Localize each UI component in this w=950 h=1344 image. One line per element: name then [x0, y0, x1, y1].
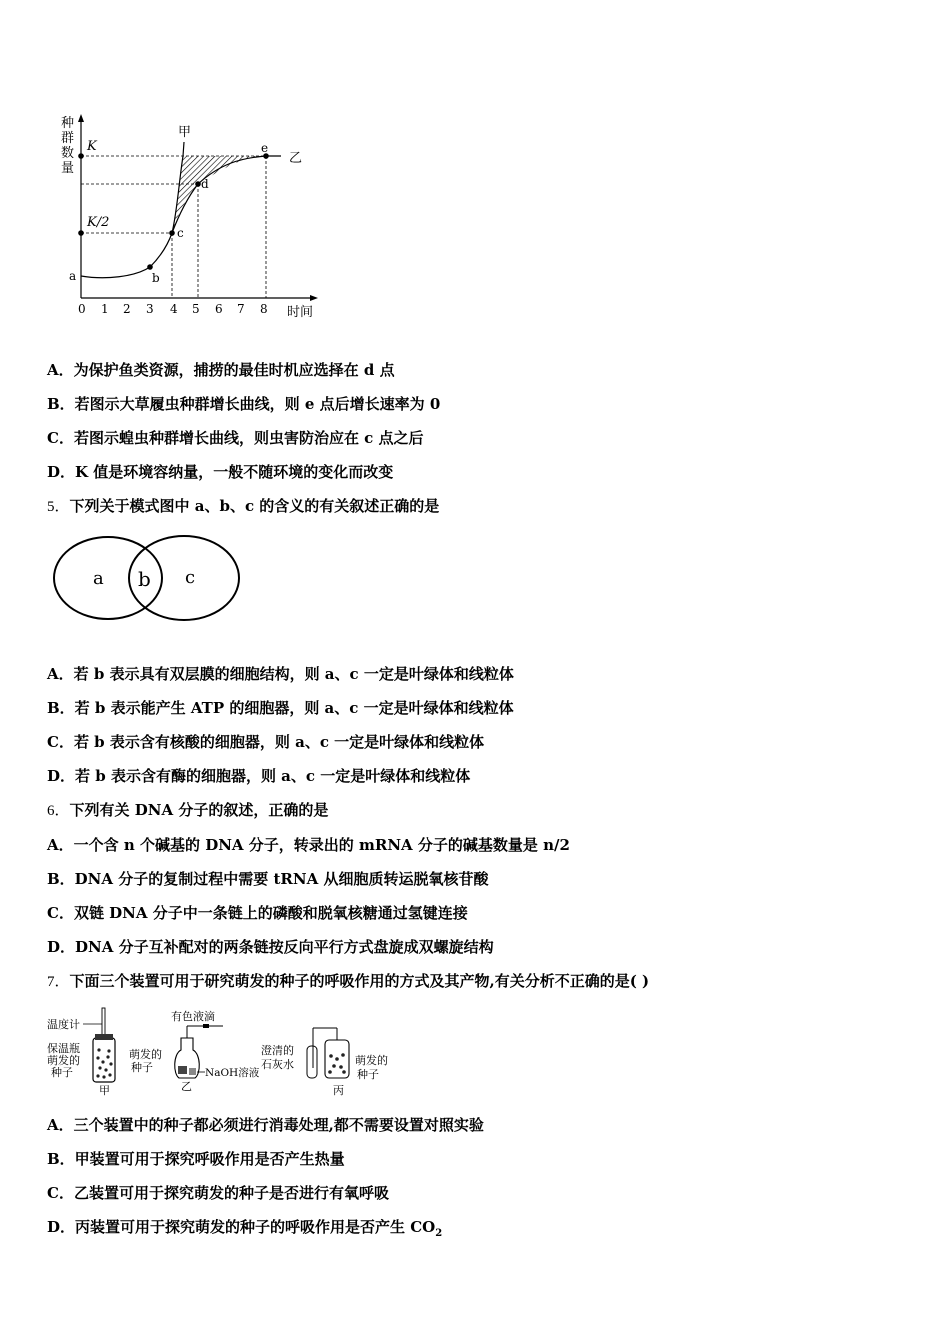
q6-question — [47, 800, 328, 821]
x-tick-6: 6 — [215, 302, 223, 316]
point-b-dot — [147, 264, 153, 270]
x-tick-8: 8 — [260, 302, 268, 316]
point-c-label: c — [177, 226, 184, 240]
y-axis-label-3: 数 — [61, 146, 75, 161]
q6-option-a: A．一个含 n 个碱基的 DNA 分子，转录出的 mRNA 分子的碱基数量是 n/2 — [47, 836, 570, 854]
label-thermos-1: 保温瓶 — [47, 1042, 80, 1055]
label-thermometer: 温度计 — [47, 1018, 80, 1031]
venn-label-a: a — [93, 568, 104, 589]
point-d-dot — [195, 181, 201, 187]
label-bing: 丙 — [333, 1084, 344, 1097]
y-axis-arrow — [78, 114, 84, 122]
dye-drop-icon — [203, 1024, 209, 1028]
q7-option-c: C．乙装置可用于探究萌发的种子是否进行有氧呼吸 — [47, 1184, 389, 1202]
q4-option-a: A．为保护鱼类资源，捕捞的最佳时机应选择在 d 点 — [47, 361, 395, 379]
x-tick-5: 5 — [192, 302, 200, 316]
q5-option-a: A．若 b 表示具有双层膜的细胞结构，则 a、c 一定是叶绿体和线粒体 — [47, 665, 514, 683]
q5-number: 5． — [47, 499, 70, 515]
label-seed-b-1: 萌发的 — [129, 1048, 162, 1061]
venn-label-b: b — [138, 567, 151, 591]
x-tick-1: 1 — [101, 302, 109, 316]
label-lime-1: 澄清的 — [261, 1044, 294, 1057]
point-k-dot — [78, 153, 84, 159]
x-tick-0: 0 — [78, 302, 86, 316]
curve-yi-label: 乙 — [289, 151, 303, 166]
q6-option-c: C．双链 DNA 分子中一条链上的磷酸和脱氧核糖通过氢键连接 — [47, 904, 468, 922]
hatched-area — [172, 156, 266, 233]
point-e-label: e — [261, 141, 269, 155]
label-thermos-3: 种子 — [51, 1066, 73, 1079]
lime-water-tube — [307, 1046, 317, 1078]
point-d-label: d — [201, 177, 209, 191]
x-tick-2: 2 — [123, 302, 131, 316]
q7-option-d-text: D．丙装置可用于探究萌发的种子的呼吸作用是否产生 CO — [47, 1218, 436, 1236]
population-growth-chart — [55, 112, 335, 327]
k-half-label: K/2 — [87, 215, 110, 230]
point-b-label: b — [152, 271, 160, 285]
q7-option-b: B．甲装置可用于探究呼吸作用是否产生热量 — [47, 1150, 345, 1168]
label-seed-b-2: 种子 — [131, 1061, 153, 1074]
q5-option-b: B．若 b 表示能产生 ATP 的细胞器，则 a、c 一定是叶绿体和线粒体 — [47, 699, 514, 717]
q5-option-d: D．若 b 表示含有酶的细胞器，则 a、c 一定是叶绿体和线粒体 — [47, 767, 471, 785]
label-naoh: NaOH溶液 — [205, 1067, 260, 1079]
q6-number: 6． — [47, 803, 70, 819]
q7-option-a: A．三个装置中的种子都必须进行消毒处理,都不需要设置对照实验 — [47, 1116, 484, 1134]
y-axis-label-1: 种 — [61, 116, 75, 131]
point-a-label: a — [69, 269, 77, 283]
venn-label-c: c — [185, 567, 196, 588]
q4-option-b: B．若图示大草履虫种群增长曲线，则 e 点后增长速率为 0 — [47, 395, 441, 413]
point-a-dot — [78, 230, 84, 236]
k-label: K — [87, 139, 97, 154]
label-dye-drop: 有色液滴 — [171, 1010, 215, 1023]
point-c-dot — [169, 230, 175, 236]
thermos-cap — [95, 1034, 113, 1040]
y-axis-label-4: 量 — [61, 161, 75, 176]
q6-stem: 下列有关 DNA 分子的叙述，正确的是 — [69, 801, 329, 819]
q6-option-d: D．DNA 分子互补配对的两条链按反向平行方式盘旋成双螺旋结构 — [47, 938, 494, 956]
label-thermos-2: 萌发的 — [47, 1054, 80, 1067]
x-tick-4: 4 — [170, 302, 178, 316]
q7-question — [47, 971, 649, 992]
flask-yi-naoh — [189, 1068, 196, 1075]
x-tick-3: 3 — [146, 302, 154, 316]
x-tick-7: 7 — [237, 302, 245, 316]
q5-stem: 下列关于模式图中 a、b、c 的含义的有关叙述正确的是 — [69, 497, 440, 515]
x-axis-label: 时间 — [287, 305, 314, 320]
q7-stem: 下面三个装置可用于研究萌发的种子的呼吸作用的方式及其产物,有关分析不正确的是( ) — [69, 972, 650, 990]
label-seed-c-1: 萌发的 — [355, 1054, 388, 1067]
flask-yi-seeds — [178, 1066, 187, 1074]
q7-number: 7． — [47, 974, 70, 990]
label-jia: 甲 — [99, 1084, 110, 1097]
venn-diagram — [50, 532, 245, 624]
curve-jia-label: 甲 — [178, 125, 192, 140]
q6-option-b: B．DNA 分子的复制过程中需要 tRNA 从细胞质转运脱氧核苷酸 — [47, 870, 489, 888]
x-axis-arrow — [310, 295, 318, 301]
label-yi: 乙 — [181, 1080, 192, 1093]
q7-option-d-subscript: 2 — [435, 1228, 443, 1239]
q7-option-d — [47, 1217, 442, 1244]
q4-option-c: C．若图示蝗虫种群增长曲线，则虫害防治应在 c 点之后 — [47, 429, 424, 447]
q5-question — [47, 496, 439, 517]
label-seed-c-2: 种子 — [357, 1068, 379, 1081]
q4-option-d: D．K 值是环境容纳量，一般不随环境的变化而改变 — [47, 463, 394, 481]
label-lime-2: 石灰水 — [261, 1058, 294, 1071]
respiration-apparatus-diagram — [45, 1006, 400, 1098]
q5-option-c: C．若 b 表示含有核酸的细胞器，则 a、c 一定是叶绿体和线粒体 — [47, 733, 485, 751]
y-axis-label-2: 群 — [61, 131, 75, 146]
